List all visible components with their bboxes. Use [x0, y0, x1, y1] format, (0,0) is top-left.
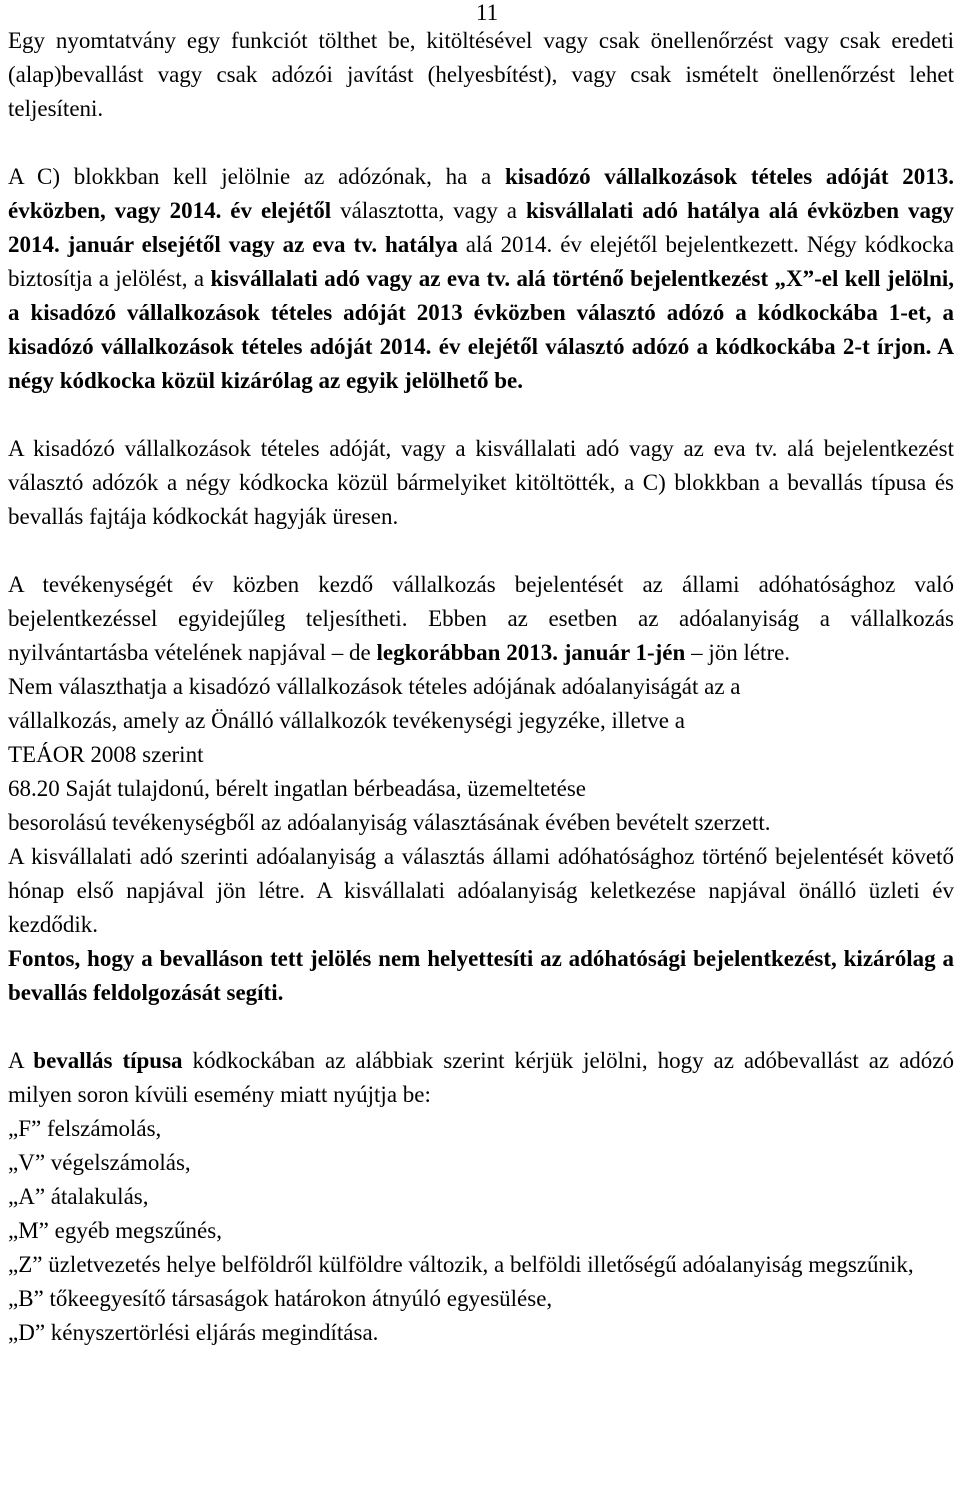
paragraph-exclusion-line-3: TEÁOR 2008 szerint — [8, 742, 204, 767]
list-item: „B” tőkeegyesítő társaságok határokon átnyúló egyesülése, — [8, 1286, 553, 1311]
list-item: „V” végelszámolás, — [8, 1150, 191, 1175]
paragraph-kiva-subject: A kisvállalati adó szerinti adóalanyiság a választás állami adóhatósághoz történő bejelentését követő hónap első napjával jön létre. A kisvállalati adóalanyiság keletkezése napjával önálló üzleti év kezdődik. — [8, 844, 954, 937]
paragraph-gap — [8, 126, 954, 160]
text-run: választotta, vagy a — [331, 198, 526, 223]
text-run: – jön létre. — [685, 640, 791, 665]
bold-run: Fontos, hogy a bevalláson tett jelölés nem helyettesíti az adóhatósági bejelentkezést, kizárólag a bevallás feldolgozását segíti. — [8, 946, 954, 1005]
paragraph-exclusion-line-1: Nem választhatja a kisadózó vállalkozások tételes adójának adóalanyiságát az a — [8, 674, 741, 699]
paragraph-business-start — [8, 568, 954, 670]
list-item: „F” felszámolás, — [8, 1116, 162, 1141]
document-body — [8, 24, 954, 1350]
bold-run: kisadózó vállalkozások tételes adóját 2013. évközben, vagy 2014. év elejétől — [8, 164, 954, 223]
text-run: alá 2014. év elejétől bejelentkezett. Négy kódkocka biztosítja a jelölést, a — [8, 232, 954, 291]
paragraph-gap — [8, 534, 954, 568]
bold-run: kisvállalati adó vagy az eva tv. alá történő bejelentkezést „X”-el kell jelölni, a kisadózó vállalkozások tételes adóját 2013 évközben választó adózó a kódkockába 1-et, a kisadózó vállalkozások tételes adóját 2014. év elejétől választó adózó a kódkockába 2-t írjon. A négy kódkocka közül kizárólag az egyik jelölhető be. — [8, 266, 954, 393]
paragraph-form-function: Egy nyomtatvány egy funkciót tölthet be, kitöltésével vagy csak önellenőrzést vagy csak eredeti (alap)bevallást vagy csak adózói javítást (helyesbítést), vagy csak ismételt önellenőrzést lehet teljesíteni. — [8, 28, 954, 121]
paragraph-gap — [8, 398, 954, 432]
paragraph-important-note — [8, 942, 954, 1010]
paragraph-gap — [8, 1010, 954, 1044]
paragraph-exclusion-line-4: 68.20 Saját tulajdonú, bérelt ingatlan bérbeadása, üzemeltetése — [8, 776, 586, 801]
text-run: A C) blokkban kell jelölnie az adózónak, ha a — [8, 164, 505, 189]
bold-run: legkorábban 2013. január 1-jén — [376, 640, 686, 665]
list-item: „Z” üzletvezetés helye belföldről külföldre változik, a belföldi illetőségű adóalanyiság megszűnik, — [8, 1252, 914, 1277]
list-item: „M” egyéb megszűnés, — [8, 1218, 222, 1243]
page-number: 11 — [476, 0, 499, 25]
paragraph-return-type — [8, 1044, 954, 1112]
paragraph-exclusion-line-5: besorolású tevékenységből az adóalanyiság választásának évében bevételt szerzett. — [8, 810, 771, 835]
paragraph-kata-kiva: A kisadózó vállalkozások tételes adóját, vagy a kisvállalati adó vagy az eva tv. alá bejelentkezést választó adózók a négy kódkocka közül bármelyiket kitöltötték, a C) blokkban a bevallás típusa és bevallás fajtája kódkockát hagyják üresen. — [8, 436, 954, 529]
paragraph-c-block — [8, 160, 954, 398]
text-run: A tevékenységét év közben kezdő vállalkozás bejelentését az állami adóhatósághoz való bejelentkezéssel egyidejűleg teljesítheti. Ebben az esetben az adóalanyiság a vállalkozás nyilvántartásba vételének napjával – de — [8, 572, 954, 665]
text-run: A — [8, 1048, 34, 1073]
bold-run: bevallás típusa — [33, 1048, 183, 1073]
list-item: „A” átalakulás, — [8, 1184, 149, 1209]
text-run: kódkockában az alábbiak szerint kérjük jelölni, hogy az adóbevallást az adózó milyen soron kívüli esemény miatt nyújtja be: — [8, 1048, 954, 1107]
list-item: „D” kényszertörlési eljárás megindítása. — [8, 1320, 379, 1345]
bold-run: kisvállalati adó hatálya alá évközben vagy 2014. január elsejétől vagy az eva tv. hatálya — [8, 198, 955, 257]
paragraph-exclusion-line-2: vállalkozás, amely az Önálló vállalkozók tevékenységi jegyzéke, illetve a — [8, 708, 685, 733]
